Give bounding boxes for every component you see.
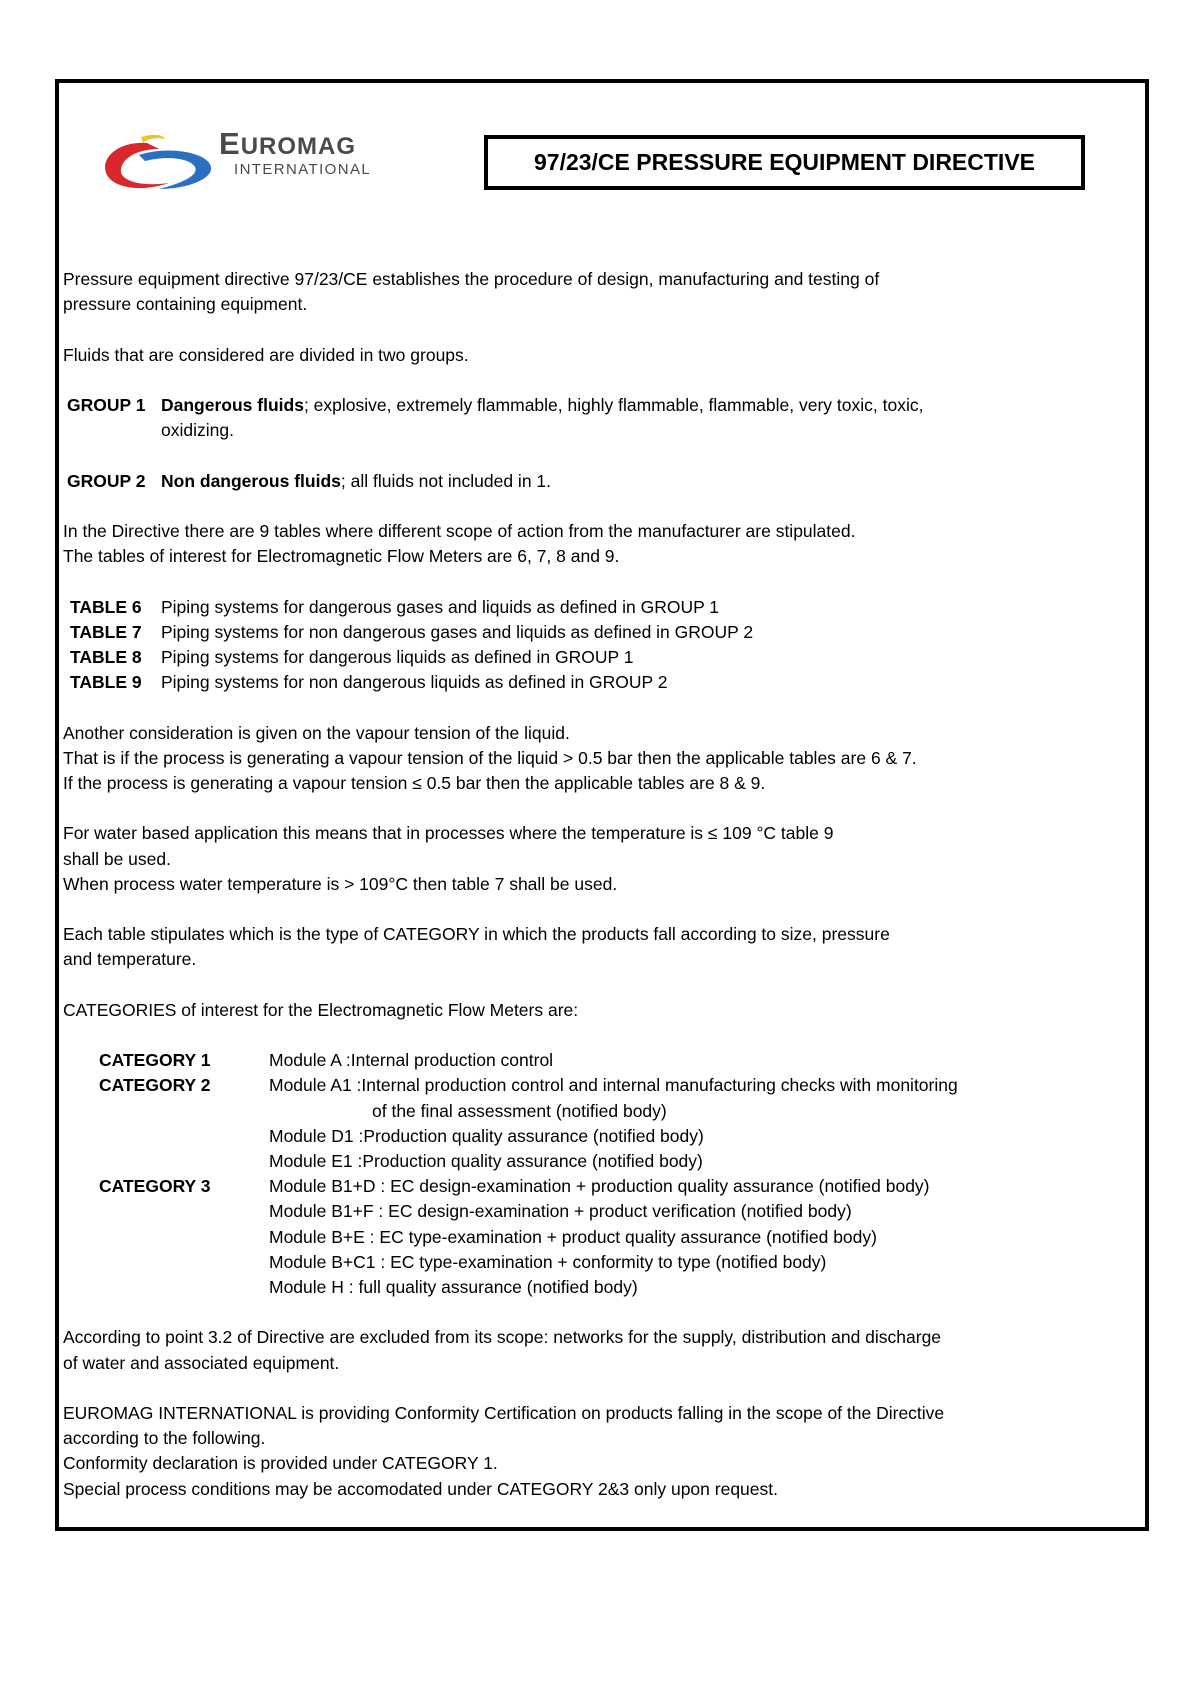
table-description: Piping systems for non dangerous gases and liquids as defined in GROUP 2 (161, 621, 754, 642)
category-intro-line: and temperature. (63, 949, 197, 970)
document-body (63, 267, 1143, 1502)
document-title: 97/23/CE PRESSURE EQUIPMENT DIRECTIVE (484, 135, 1085, 190)
table-row (63, 595, 1143, 620)
scope-line: According to point 3.2 of Directive are excluded from its scope: networks for the supply, distribution and discharge (63, 1327, 942, 1348)
category-row (63, 1174, 1143, 1199)
vapour-line: That is if the process is generating a vapour tension of the liquid > 0.5 bar then the applicable tables are 6 & 7. (63, 747, 917, 768)
category-intro-line: Each table stipulates which is the type of CATEGORY in which the products fall according to size, pressure (63, 924, 890, 945)
vapour-line: If the process is generating a vapour tension ≤ 0.5 bar then the applicable tables are 8 & 9. (63, 772, 766, 793)
table-row (63, 645, 1143, 670)
group-label: GROUP 2 (67, 470, 146, 491)
module-line: Module E1 :Production quality assurance (notified body) (269, 1150, 703, 1171)
table-description: Piping systems for dangerous gases and liquids as defined in GROUP 1 (161, 596, 720, 617)
tables-intro-line: The tables of interest for Electromagnetic Flow Meters are 6, 7, 8 and 9. (63, 546, 620, 567)
category-row (63, 1048, 1143, 1073)
module-line: Module B+E : EC type-examination + product quality assurance (notified body) (269, 1226, 877, 1247)
water-line: When process water temperature is > 109°C then table 7 shall be used. (63, 873, 618, 894)
module-line: Module B1+F : EC design-examination + product verification (notified body) (269, 1201, 852, 1222)
category-label: CATEGORY 3 (99, 1176, 211, 1197)
tables-intro-line: In the Directive there are 9 tables where different scope of action from the manufacturer are stipulated. (63, 520, 856, 541)
logo-wordmark (219, 128, 469, 178)
category-label: CATEGORY 1 (99, 1050, 211, 1071)
category-row (63, 1073, 1143, 1098)
module-line: Module H : full quality assurance (notified body) (269, 1276, 638, 1297)
document-frame (55, 79, 1149, 1531)
module-line: Module B+C1 : EC type-examination + conformity to type (notified body) (269, 1251, 827, 1272)
fluids-line: Fluids that are considered are divided in two groups. (63, 344, 469, 365)
scope-line: of water and associated equipment. (63, 1352, 340, 1373)
group-row (63, 469, 1143, 494)
conformity-line: according to the following. (63, 1428, 266, 1449)
water-line: For water based application this means that in processes where the temperature is ≤ 109 °C table 9 (63, 823, 834, 844)
table-label: TABLE 8 (70, 646, 142, 667)
group-fluid-type: Non dangerous fluids (161, 470, 341, 491)
module-line: Module A1 :Internal production control and internal manufacturing checks with monitoring (269, 1075, 958, 1096)
module-line: of the final assessment (notified body) (372, 1100, 667, 1121)
group-label: GROUP 1 (67, 394, 146, 415)
intro-line: pressure containing equipment. (63, 294, 308, 315)
logo-sub-text: INTERNATIONAL (234, 161, 372, 178)
module-line: Module B1+D : EC design-examination + production quality assurance (notified body) (269, 1176, 930, 1197)
module-line: Module A :Internal production control (269, 1050, 554, 1071)
module-line: Module D1 :Production quality assurance (notified body) (269, 1125, 704, 1146)
categories-interest-line: CATEGORIES of interest for the Electromagnetic Flow Meters are: (63, 999, 579, 1020)
table-label: TABLE 7 (70, 621, 142, 642)
table-row (63, 670, 1143, 695)
group-description: ; explosive, extremely flammable, highly flammable, flammable, very toxic, toxic, (303, 394, 924, 415)
group-row-continued (63, 418, 1143, 443)
conformity-line: Conformity declaration is provided under CATEGORY 1. (63, 1453, 498, 1474)
conformity-line: Special process conditions may be accomodated under CATEGORY 2&3 only upon request. (63, 1478, 778, 1499)
intro-line: Pressure equipment directive 97/23/CE establishes the procedure of design, manufacturing and testing of (63, 269, 880, 289)
conformity-line: EUROMAG INTERNATIONAL is providing Conformity Certification on products falling in the scope of the Directive (63, 1402, 945, 1423)
table-row (63, 620, 1143, 645)
table-description: Piping systems for dangerous liquids as defined in GROUP 1 (161, 646, 634, 667)
table-label: TABLE 6 (70, 596, 142, 617)
vapour-line: Another consideration is given on the vapour tension of the liquid. (63, 722, 570, 743)
category-label: CATEGORY 2 (99, 1075, 211, 1096)
table-description: Piping systems for non dangerous liquids as defined in GROUP 2 (161, 672, 668, 693)
logo-main-text: EUROMAG (219, 126, 357, 161)
group-description: ; all fluids not included in 1. (340, 470, 552, 491)
group-fluid-type: Dangerous fluids (161, 394, 304, 415)
water-line: shall be used. (63, 848, 171, 869)
table-label: TABLE 9 (70, 672, 142, 693)
group-row (63, 393, 1143, 418)
group-description: oxidizing. (161, 420, 234, 441)
